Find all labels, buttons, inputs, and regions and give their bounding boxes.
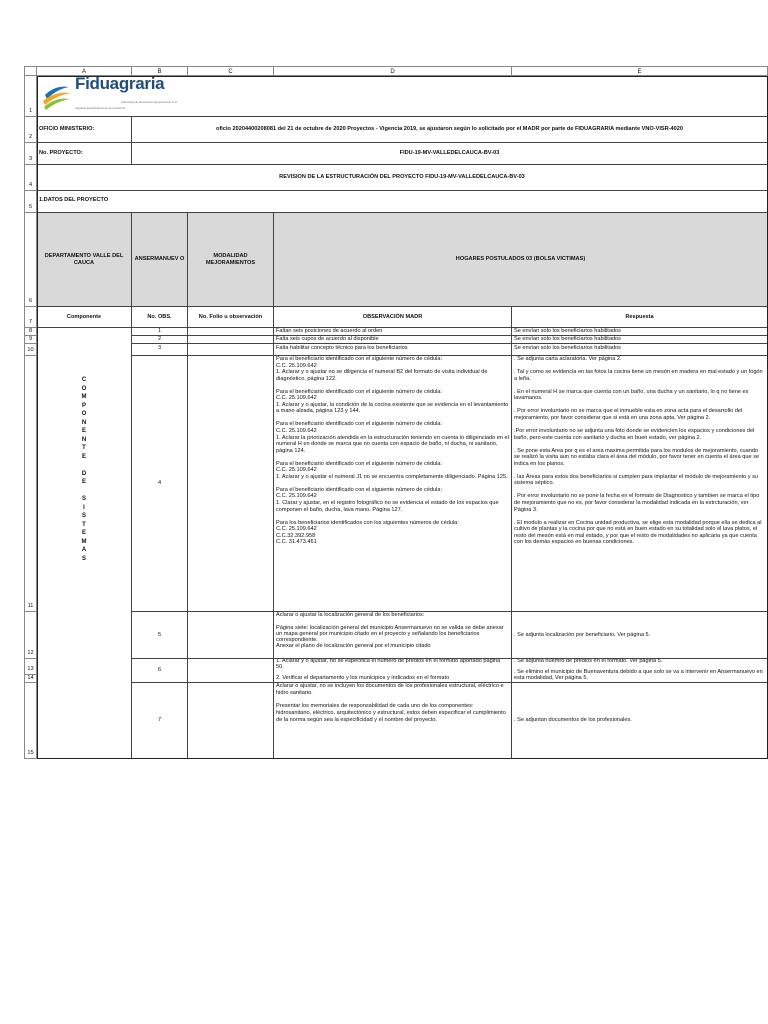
- row-number[interactable]: 7: [24, 307, 37, 328]
- respuesta-header: Respuesta: [512, 307, 768, 328]
- folio-cell[interactable]: [188, 336, 274, 344]
- hogares-header: HOGARES POSTULADOS 03 (BOLSA VICTIMAS): [274, 213, 768, 307]
- obs-number: 5: [132, 612, 188, 659]
- row-number[interactable]: 1: [24, 76, 37, 117]
- column-header-c[interactable]: C: [188, 66, 274, 76]
- datos-proyecto-title: 1.DATOS DEL PROYECTO: [37, 191, 768, 213]
- obs-madr-text: Falta seis cupos de acuerdo al disponible: [274, 336, 512, 344]
- row-number[interactable]: 2: [24, 117, 37, 143]
- row-number[interactable]: 6: [24, 213, 37, 307]
- obs-madr-text: Falta habilitar concepto técnico para los beneficiarios: [274, 344, 512, 356]
- corner-cell: [24, 66, 37, 76]
- componente-header: Componente: [37, 307, 132, 328]
- obs-madr-text: Faltan seis posiciones de acuerdo al orden: [274, 328, 512, 336]
- row-number[interactable]: 10: [24, 344, 37, 356]
- obs-number: 3: [132, 344, 188, 356]
- column-header-a[interactable]: A: [37, 66, 132, 76]
- logo-mark-icon: [41, 81, 73, 111]
- logo-name: Fiduagraria: [75, 76, 165, 93]
- obs-respuesta-text: . Se adjuntan documentos de los profesionales.: [512, 683, 768, 759]
- revision-title: REVISION DE LA ESTRUCTURACIÓN DEL PROYECTO FIDU-19-MV-VALLEDELCAUCA-BV-03: [37, 165, 768, 191]
- obs-number: 7: [132, 683, 188, 759]
- row-number[interactable]: 4: [24, 165, 37, 191]
- obs-number: 4: [132, 356, 188, 612]
- componente-vertical-label: C O M P O N E N T E D E S I S T E M A S: [37, 328, 132, 759]
- obs-madr-text: Aclarar o ajustar, no se incluyen los documentos de los profesionales estructural, eléctrico e hidro sanitario. Presentar los memoriales de responsabilidad de cada uno de los componentes: hidrosanitario, eléctrico, arquitectónico y estructural, estos deben especificar el cumplimiento de la norma según sea la especificidad y el nombre del proyecto.: [274, 683, 512, 759]
- column-header-e[interactable]: E: [512, 66, 768, 76]
- column-header-b[interactable]: B: [132, 66, 188, 76]
- row-number[interactable]: 13: [24, 659, 37, 675]
- obs-respuesta-text: . Se adjunta nuemro de predios en el formato. Ver página 5. . Se elimino el municipio de Buenaventura debido a que solo se va a intervenir en Ansermanuevo en esta modalidad, Ver página 5.: [512, 659, 768, 683]
- column-header-d[interactable]: D: [274, 66, 512, 76]
- observacion-madr-header: OBSERVACIÓN MADR: [274, 307, 512, 328]
- obs-number: 6: [132, 659, 188, 683]
- obs-respuesta-text: Se envían solo los beneficiarios habilitados: [512, 344, 768, 356]
- no-obs-header: No. OBS.: [132, 307, 188, 328]
- row-number[interactable]: 11: [24, 356, 37, 612]
- modalidad-header: MODALIDAD MEJORAMIENTOS: [188, 213, 274, 307]
- obs-madr-text: Para el beneficiario identificado con el siguiente número de cédula: C.C. 25.109.642 1. Aclarar y o ajustar no se diligencia el numeral B2 del formato de visita individual de diagnóstico, página 122. Para el beneficiario identificado con el siguiente número de cédula: C.C. 25.109.642 1. Aclarar y o ajustar, la condición de la cocina existente que se evidencia en el levantamiento a mano alzada, página 123 y 144. Para el beneficiario identificado con el siguiente número de cédula: C.C. 25.109.642 1. Aclarar la priorización atendida en la estructuración teniendo en cuenta lo diligenciado en el numeral H en donde se marca que no cuenta con espacio de baño, ni ducha, ni sanitario, página 124. Para el beneficiario identificado con el siguiente número de cédula: C.C. 25.109.642 1. Aclarar y o ajustar el numeral J1 no se encuentra completamente diligenciado. Página 125. Para el beneficiario identificado con el siguiente número de cédula: C.C. 25.109.642 1. Clarar y ajustar, en el registro fotográfico no se evidencia el estado de los espacios que componen el baño, ducha, lava mano. Página 127. Para los beneficiarios identificados con los siguientes números de cédula: C.C. 25.109.642 C.C.32.392.958 C.C. 31.473.461: [274, 356, 512, 612]
- folio-header: No. Folio u observación: [188, 307, 274, 328]
- oficio-value: oficio 20204400208081 del 21 de octubre de 2020 Proyectos - Vigencia 2019, se ajustaron según lo solicitado por el MADR por parte de FIDUAGRARIA mediante VNO-VISR-4020: [132, 117, 768, 143]
- logo-sub: Vigilada Superfinanciera de Colombia: [75, 106, 126, 110]
- obs-number: 2: [132, 336, 188, 344]
- obs-respuesta-text: . Se adjunta localización por beneficiario, Ver página 5.: [512, 612, 768, 659]
- row-number[interactable]: 5: [24, 191, 37, 213]
- folio-cell[interactable]: [188, 328, 274, 336]
- obs-madr-text: Aclarar o ajustar la localización general de los beneficiarios: Página siete: localización general del municipio Ansermanuevo no se valida se debe anexar un mapa general por municipio citado en el proyecto y señalando los beneficiarios correspondiente. Anexar el plano de localización general por el municipio citado: [274, 612, 512, 659]
- oficio-label: OFICIO MINISTERIO:: [37, 117, 132, 143]
- folio-cell[interactable]: [188, 659, 274, 683]
- row-number[interactable]: 15: [24, 683, 37, 759]
- proyecto-label: No. PROYECTO:: [37, 143, 132, 165]
- logo-cell: [37, 76, 768, 117]
- row-number[interactable]: 12: [24, 612, 37, 659]
- folio-cell[interactable]: [188, 356, 274, 612]
- obs-respuesta-text: Se envían solo los beneficiarios habilitados: [512, 328, 768, 336]
- folio-cell[interactable]: [188, 683, 274, 759]
- proyecto-value: FIDU-19-MV-VALLEDELCAUCA-BV-03: [132, 143, 768, 165]
- row-number[interactable]: 9: [24, 336, 37, 344]
- obs-respuesta-text: . Se adjunta carta aclaratoria. Ver página 2. . Tal y como se evidencia en las fotos la cocina tiene un mesón en madera en mal estado y un fogón a leña. . En el numeral H se marca que cuenta con un baño, una ducha y un sanitario, lo q no tiene es lavamanos. . Por error involuntario no se marca que el inmueble esta en zona acta para el desarrollo del mejoramiento, por favor considerar que si está en una zona apta, Ver página 2. .Por error involuntario no se adjunta una foto donde se evidencien los espacios y condiciones del baño, pero este cuenta con sanitario y ducha en buen estado, ver página 2. . Se pone esta Area por q es el area maxima permitida para los modulos de mejoramiento, cuando se realizó la visita aun no estaba clara el área del módulo, por favor tener en cuenta el área que se indica en los planos. . las Áreas para estos dos beneficiarios si cumplen para implantar el módulo de mejoramiento y su sistema séptico. . Por error involuntario no se pone la fecha en el formato de Diagnostico y tambien se marca el tipo de mejoramiento que no es, por favor considerar la modalidad indicada en la estrcturación, ver Página 3. . El modulo a realizar en Cocina unidad productiva, se elige esta modalidad porque ella se dedica al cultivo de plantas y la cocina por que no está en buen estado en su totalidad solo el lava platos, el resto del mesón está en mal estado, y por que el resto de modalidades no aplicaria ya que cuenta con los demás espacios en buenas condiciones.: [512, 356, 768, 612]
- folio-cell[interactable]: [188, 612, 274, 659]
- row-number[interactable]: 3: [24, 143, 37, 165]
- fiduagraria-logo: [41, 76, 191, 115]
- obs-respuesta-text: Se envían solo los beneficiarios habilitados: [512, 336, 768, 344]
- folio-cell[interactable]: [188, 344, 274, 356]
- obs-madr-text: 1. Aclarar y o ajustar, no se especifica el número de predios en el formato aportado página 50. 2. Verificar el departamento y los municipios y indicados en el formato: [274, 659, 512, 683]
- municipio-header: ANSERMANUEV O: [132, 213, 188, 307]
- row-number[interactable]: 14: [24, 675, 37, 683]
- row-number[interactable]: 8: [24, 328, 37, 336]
- logo-tagline: Fiduciaria de Desarrollo Agropecuario S.A.: [121, 100, 178, 104]
- obs-number: 1: [132, 328, 188, 336]
- departamento-header: DEPARTAMENTO VALLE DEL CAUCA: [37, 213, 132, 307]
